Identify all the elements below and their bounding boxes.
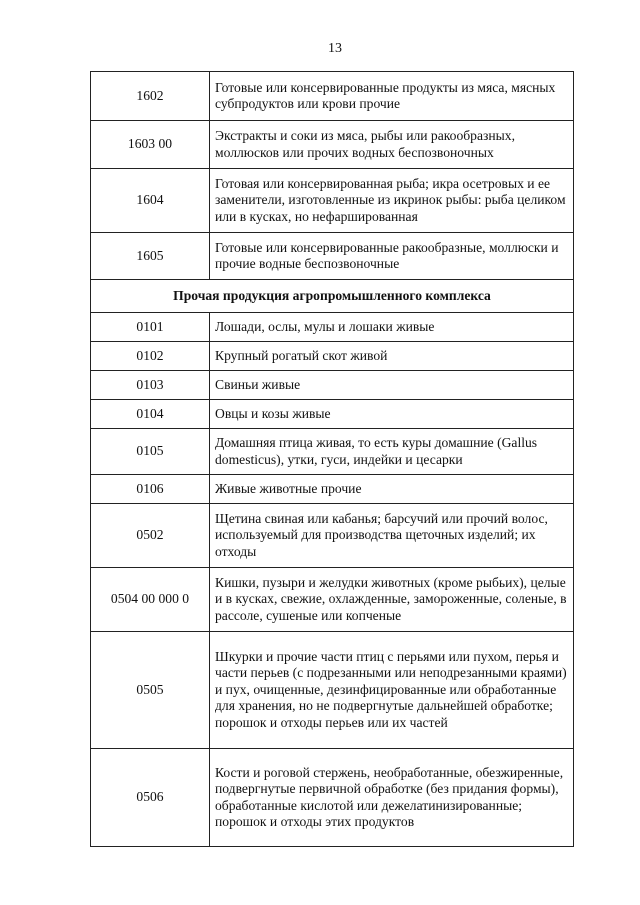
hs-code: 0504 00 000 0 — [91, 568, 210, 632]
table-row — [91, 504, 574, 568]
hs-code: 0505 — [91, 632, 210, 749]
hs-code: 0506 — [91, 749, 210, 847]
table-row — [91, 233, 574, 280]
hs-code: 0502 — [91, 504, 210, 568]
product-description: Живые животные прочие — [210, 475, 574, 504]
product-description: Экстракты и соки из мяса, рыбы или ракообразных, моллюсков или прочих водных беспозвоночных — [210, 121, 574, 169]
table-row — [91, 632, 574, 749]
hs-code: 0106 — [91, 475, 210, 504]
product-description: Лошади, ослы, мулы и лошаки живые — [210, 313, 574, 342]
product-description: Готовые или консервированные ракообразные, моллюски и прочие водные беспозвоночные — [210, 233, 574, 280]
product-description: Щетина свиная или кабанья; барсучий или прочий волос, используемый для производства щеточных изделий; их отходы — [210, 504, 574, 568]
product-description: Кишки, пузыри и желудки животных (кроме рыбьих), целые и в кусках, свежие, охлажденные, замороженные, соленые, в рассоле, сушеные или копченые — [210, 568, 574, 632]
table-row — [91, 568, 574, 632]
product-description: Готовая или консервированная рыба; икра осетровых и ее заменители, изготовленные из икринок рыбы: рыба целиком или в кусках, но нефаршированная — [210, 169, 574, 233]
product-description: Овцы и козы живые — [210, 400, 574, 429]
hs-code: 0101 — [91, 313, 210, 342]
hs-code: 0105 — [91, 429, 210, 475]
hs-code: 0102 — [91, 342, 210, 371]
commodity-codes-table — [90, 71, 574, 847]
table-row — [91, 121, 574, 169]
product-description: Домашняя птица живая, то есть куры домашние (Gallus domesticus), утки, гуси, индейки и цесарки — [210, 429, 574, 475]
hs-code: 1603 00 — [91, 121, 210, 169]
page-number: 13 — [328, 41, 342, 56]
table-row — [91, 749, 574, 847]
product-description: Шкурки и прочие части птиц с перьями или пухом, перья и части перьев (с подрезанными или неподрезанными краями) и пух, очищенные, дезинфицированные или обработанные для хранения, но не подвергнутые дальнейшей обработке; порошок и отходы перьев или их частей — [210, 632, 574, 749]
hs-code: 1602 — [91, 72, 210, 121]
hs-code: 1604 — [91, 169, 210, 233]
hs-code: 0103 — [91, 371, 210, 400]
table-row — [91, 72, 574, 121]
table-row — [91, 313, 574, 342]
product-description: Готовые или консервированные продукты из мяса, мясных субпродуктов или крови прочие — [210, 72, 574, 121]
table-row — [91, 371, 574, 400]
product-description: Кости и роговой стержень, необработанные, обезжиренные, подвергнутые первичной обработке (без придания формы), обработанные кислотой или дежелатинизированные; порошок и отходы этих продуктов — [210, 749, 574, 847]
product-description: Крупный рогатый скот живой — [210, 342, 574, 371]
section-heading-row — [91, 280, 574, 313]
table-row — [91, 400, 574, 429]
hs-code: 0104 — [91, 400, 210, 429]
product-description: Свиньи живые — [210, 371, 574, 400]
section-heading: Прочая продукция агропромышленного комплекса — [91, 280, 574, 313]
table-row — [91, 169, 574, 233]
hs-code: 1605 — [91, 233, 210, 280]
table-row — [91, 429, 574, 475]
table-row — [91, 342, 574, 371]
table-row — [91, 475, 574, 504]
